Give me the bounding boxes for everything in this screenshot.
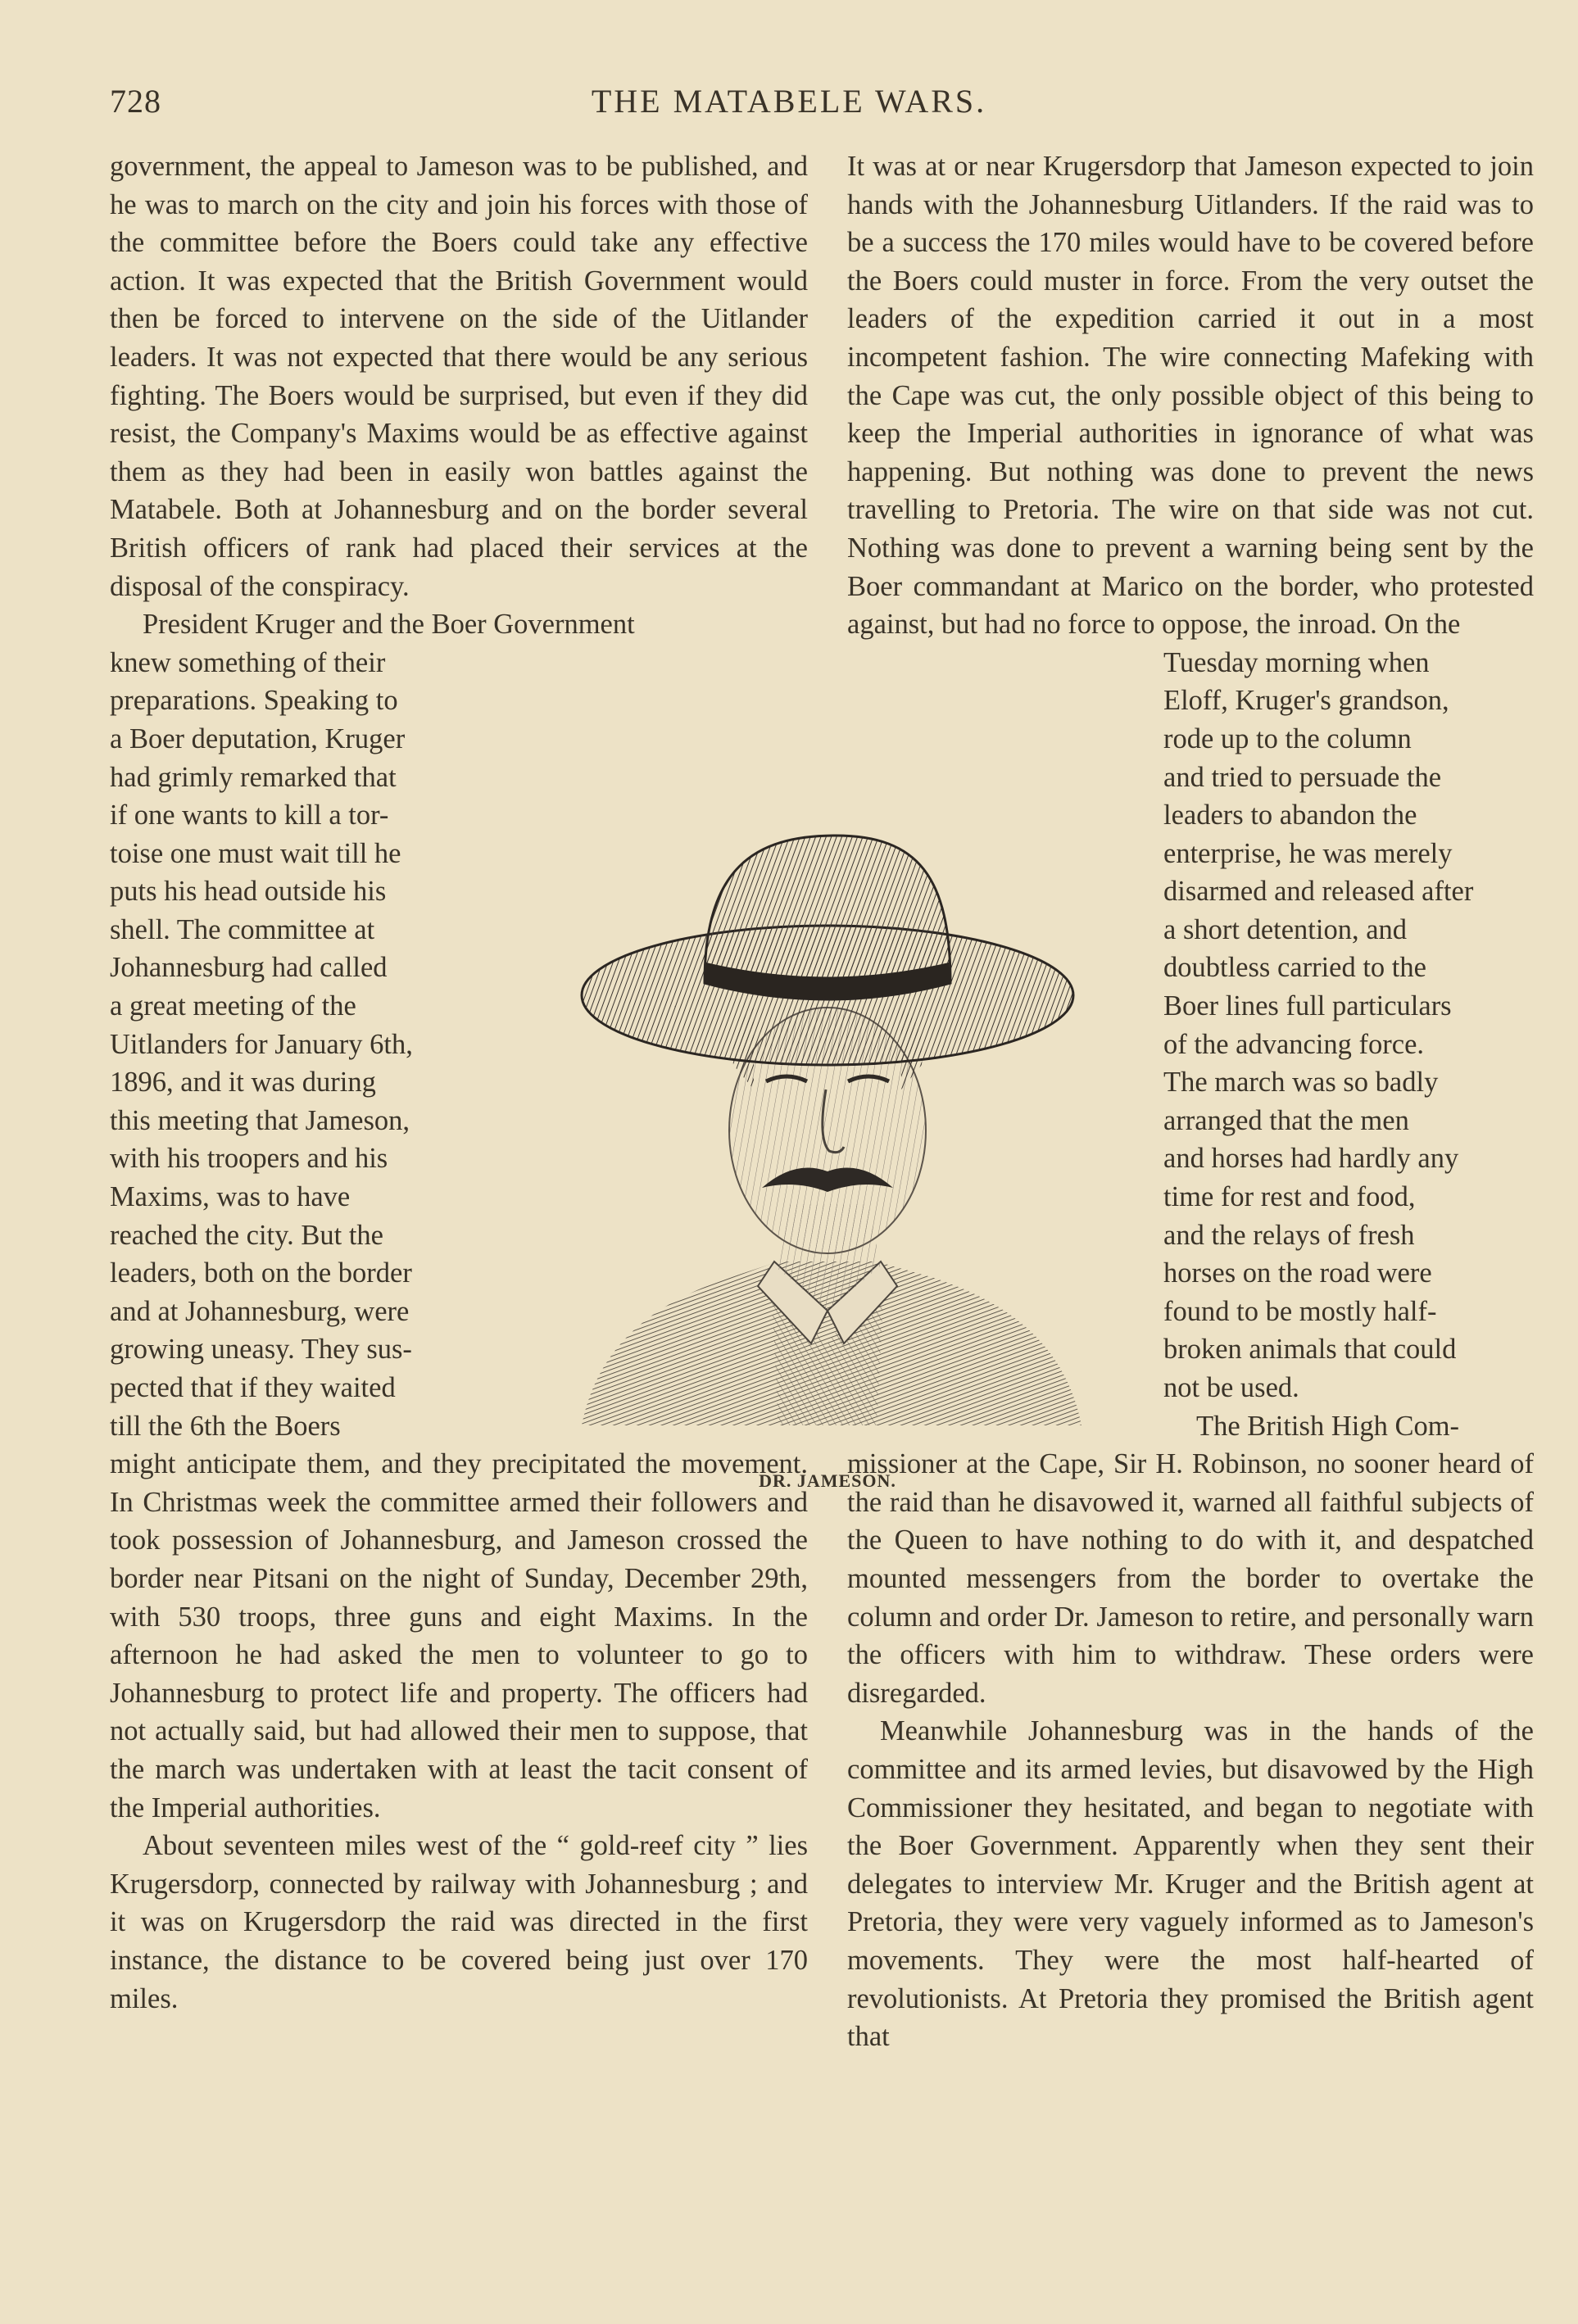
- left-paragraph-1: government, the appeal to Jameson was to be published, and he was to march on the city and join his forces with those of the committee before the Boers could take any effective action. It was expected that the British Government would then be forced to intervene on the side of the Uitlander leaders. It was not expected that there would be any serious fighting. The Boers would be surprised, but even if they did resist, the Company's Maxims would be as effective against them as they had been in easily won battles against the Matabele. Both at Johannesburg and on the border several British officers of rank had placed their services at the disposal of the conspiracy.: [110, 151, 808, 602]
- text-line: disarmed and released after: [1163, 876, 1474, 908]
- figure-caption: DR. JAMESON.: [759, 1470, 896, 1491]
- text-line: of the advancing force.: [1163, 1028, 1425, 1060]
- text-line: time for rest and food,: [1163, 1181, 1416, 1213]
- text-line: a great meeting of the: [110, 990, 356, 1022]
- text-line: had grimly remarked that: [110, 761, 397, 793]
- text-line: and the relays of fresh: [1163, 1219, 1415, 1251]
- text-line: a short detention, and: [1163, 913, 1408, 945]
- text-line: growing uneasy. They sus-: [110, 1334, 412, 1366]
- text-line: The march was so badly: [1163, 1067, 1439, 1099]
- text-line: found to be mostly half-: [1163, 1295, 1437, 1327]
- text-line: Uitlanders for January 6th,: [110, 1028, 413, 1060]
- text-line: The British High Com-: [1196, 1410, 1460, 1442]
- left-paragraph-3: About seventeen miles west of the “ gold-reef city ” lies Krugersdorp, connected by railway with Johannesburg ; and it was on Krugersdorp the raid was directed in the first instance, the distance to be covered being just over 170 miles.: [110, 1830, 808, 2014]
- text-line: Boer lines full particulars: [1163, 990, 1452, 1022]
- text-line: Maxims, was to have: [110, 1181, 351, 1213]
- text-line: rode up to the column: [1163, 723, 1412, 754]
- text-line: Tuesday morning when: [1163, 646, 1430, 678]
- wrapped-lines: [1163, 644, 1534, 1445]
- portrait-engraving: [565, 819, 1090, 1450]
- text-line: and at Johannesburg, were: [110, 1295, 410, 1327]
- right-paragraph-2: missioner at the Cape, Sir H. Robinson, no sooner heard of the raid than he disavowed it, warned all faithful subjects of the Queen to have nothing to do with it, and despatched mounted messengers from the border to overtake the column and order Dr. Jameson to retire, and personally warn the officers with him to withdraw. These orders were disregarded.: [847, 1448, 1534, 1709]
- text-continuation: might anticipate them, and they precipitated the movement. In Christmas week the committee armed their followers and took possession of Johannesburg, and Jameson crossed the border near Pitsani on the night of Sunday, December 29th, with 530 troops, three guns and eight Maxims. In the afternoon he had asked the men to volunteer to go to Johannesburg to protect life and property. The officers had not actually said, but had allowed their men to suppose, that the march was undertaken with at least the tacit consent of the Imperial authorities.: [110, 1448, 808, 1823]
- text-line: 1896, and it was during: [110, 1067, 376, 1099]
- text-line: with his troopers and his: [110, 1143, 388, 1175]
- text-line: till the 6th the Boers: [110, 1410, 341, 1442]
- text-line: pected that if they waited: [110, 1372, 396, 1403]
- text-line: Johannesburg had called: [110, 952, 388, 984]
- text-line: horses on the road were: [1163, 1257, 1432, 1289]
- wrapped-lines: [110, 644, 483, 1445]
- text-line: leaders to abandon the: [1163, 800, 1417, 831]
- text-line: knew something of their: [110, 646, 386, 678]
- text-line: President Kruger and the Boer Government: [143, 609, 635, 641]
- text-line: puts his head outside his: [110, 876, 387, 908]
- text-line: and tried to persuade the: [1163, 761, 1442, 793]
- text-line: shell. The committee at: [110, 913, 375, 945]
- text-line: not be used.: [1163, 1372, 1299, 1403]
- portrait-illustration: [565, 819, 1090, 1450]
- text-line: arranged that the men: [1163, 1104, 1409, 1136]
- text-line: doubtless carried to the: [1163, 952, 1426, 984]
- text-line: a Boer deputation, Kruger: [110, 723, 406, 754]
- text-line: leaders, both on the border: [110, 1257, 412, 1289]
- text-line: if one wants to kill a tor-: [110, 800, 389, 831]
- text-line: toise one must wait till he: [110, 837, 401, 869]
- text-line: this meeting that Jameson,: [110, 1104, 410, 1136]
- page-number: 728: [110, 83, 161, 120]
- right-paragraph-3: Meanwhile Johannesburg was in the hands of the committee and its armed levies, but disavowed by the High Commissioner they hesitated, and began to negotiate with the Boer Government. Apparently when they sent their delegates to interview Mr. Kruger and the British agent at Pretoria, they were very vaguely informed as to Jameson's movements. They were the most half-hearted of revolutionists. At Pretoria they promised the British agent that: [847, 1715, 1534, 2053]
- running-head: THE MATABELE WARS.: [591, 83, 987, 120]
- right-paragraph-1: It was at or near Krugersdorp that Jameson expected to join hands with the Johannesburg Uitlanders. If the raid was to be a success the 170 miles would have to be covered before the Boers could muster in force. From the very outset the leaders of the expedition carried it out in a most incompetent fashion. The wire connecting Mafeking with the Cape was cut, the only possible object of this being to keep the Imperial authorities in ignorance of what was happening. But nothing was done to prevent the news travelling to Pretoria. The wire on that side was not cut. Nothing was done to prevent a warning being sent by the Boer commandant at Marico on the border, who protested against, but had no force to oppose, the inroad. On the: [847, 151, 1534, 641]
- text-line: enterprise, he was merely: [1163, 837, 1453, 869]
- text-line: Eloff, Kruger's grandson,: [1163, 685, 1449, 717]
- text-line: and horses had hardly any: [1163, 1143, 1459, 1175]
- text-line: broken animals that could: [1163, 1334, 1457, 1366]
- text-line: reached the city. But the: [110, 1219, 383, 1251]
- text-line: preparations. Speaking to: [110, 685, 398, 717]
